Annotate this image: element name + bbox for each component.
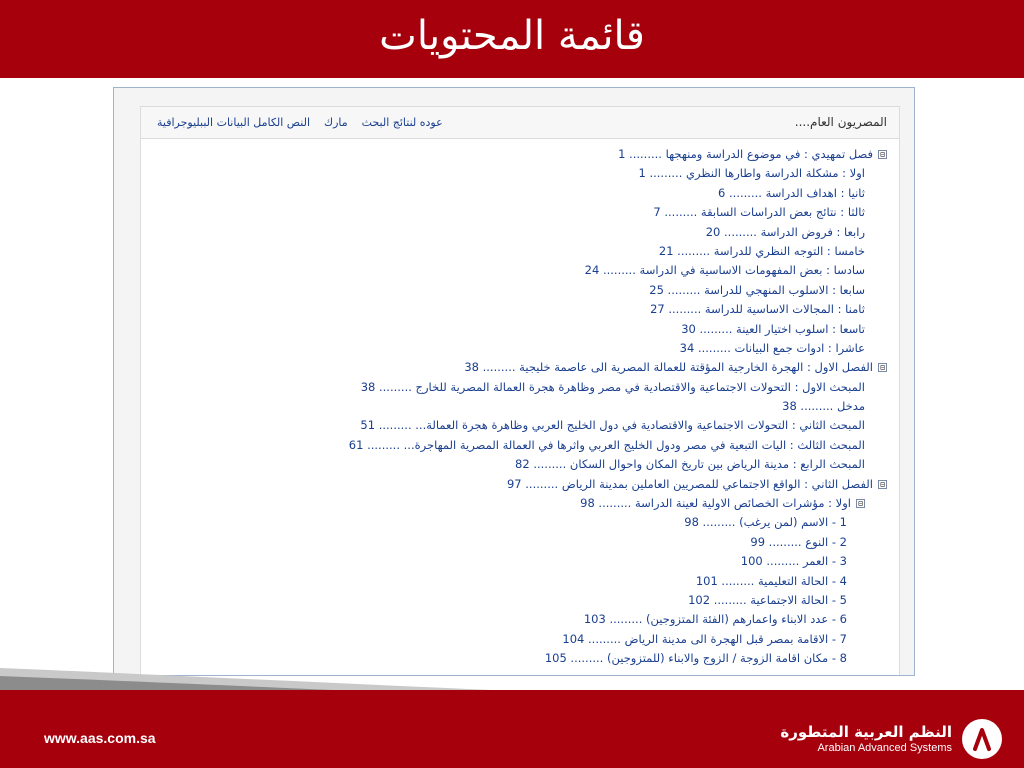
logo-text [780, 723, 952, 755]
record-title: المصريون العام.... [794, 115, 887, 129]
toc-item[interactable] [157, 184, 887, 203]
toc-item[interactable] [157, 572, 887, 591]
toc-item-label[interactable]: 2 - النوع ......... 99 [750, 534, 847, 549]
toc-item-label[interactable]: خامسا : التوجه النظري للدراسة ......... 21 [658, 243, 865, 258]
toc-item[interactable] [157, 436, 887, 455]
toc-item-label[interactable]: اولا : مؤشرات الخصائص الاولية لعينة الدراسة ......... 98 [580, 496, 851, 511]
toc-item-label[interactable]: اولا : مشكلة الدراسة واطارها النظري ......... 1 [638, 166, 865, 181]
toc-item[interactable] [157, 223, 887, 242]
toc-item[interactable] [157, 397, 887, 416]
collapse-toggle-icon[interactable]: ⊟ [878, 150, 887, 159]
toc-item-label[interactable]: رابعا : فروض الدراسة ......... 20 [705, 224, 865, 239]
toc-item[interactable] [157, 300, 887, 319]
toc-item-label[interactable]: المبحث الاول : التحولات الاجتماعية والاقتصادية في مصر وظاهرة هجرة العمالة المصرية للخارج ......... 38 [360, 379, 865, 394]
toc-item-label[interactable]: الفصل الثاني : الواقع الاجتماعي للمصريين العاملين بمدينة الرياض ......... 97 [506, 476, 873, 491]
toc-item[interactable] [157, 145, 887, 164]
toc-item[interactable] [157, 358, 887, 377]
toc-item[interactable] [157, 513, 887, 532]
toc-item[interactable] [157, 455, 887, 474]
record-toolbar [141, 107, 900, 139]
company-logo [780, 716, 1002, 762]
footer-url[interactable]: www.aas.com.sa [44, 730, 156, 746]
toc-item[interactable] [157, 475, 887, 494]
toc-item-label[interactable]: المبحث الثاني : التحولات الاجتماعية والاقتصادية في دول الخليج العربي وظاهرة هجرة العمالة... ......... 51 [360, 418, 865, 433]
toc-item[interactable] [157, 242, 887, 261]
toc-item[interactable] [157, 552, 887, 571]
back-to-results-link[interactable]: عوده لنتائج البحث [361, 116, 443, 129]
toc-item[interactable] [157, 610, 887, 629]
toc-item-label[interactable]: 7 - الاقامة بمصر قبل الهجرة الى مدينة الرياض ......... 104 [562, 631, 847, 646]
collapse-toggle-icon[interactable]: ⊟ [878, 363, 887, 372]
toc-item-label[interactable]: المبحث الرابع : مدينة الرياض بين تاريخ المكان واحوال السكان ......... 82 [515, 457, 865, 472]
toc-item[interactable] [157, 630, 887, 649]
toc-item-label[interactable]: عاشرا : ادوات جمع البيانات ......... 34 [679, 340, 865, 355]
toc-item[interactable] [157, 416, 887, 435]
logo-mark-icon [962, 719, 1002, 759]
toc-item-label[interactable]: الفصل الاول : الهجرة الخارجية المؤقتة للعمالة المصرية الى عاصمة خليجية ......... 38 [464, 360, 873, 375]
toc-item-label[interactable]: سابعا : الاسلوب المنهجي للدراسة ......... 25 [649, 282, 865, 297]
toc-item[interactable] [157, 281, 887, 300]
marc-link[interactable]: مارك [324, 116, 348, 129]
toc-item-label[interactable]: مدخل ......... 38 [782, 399, 865, 414]
toc-item-label[interactable]: ثالثا : نتائج بعض الدراسات السابقة ......... 7 [653, 205, 865, 220]
slide-title: قائمة المحتويات [379, 13, 645, 59]
toc-item[interactable] [157, 320, 887, 339]
logo-arabic-name: النظم العربية المتطورة [780, 723, 952, 741]
toc-item[interactable] [157, 494, 887, 513]
toc-item[interactable] [157, 591, 887, 610]
toc-item-label[interactable]: 1 - الاسم (لمن يرغب) ......... 98 [684, 515, 847, 530]
toc-item[interactable] [157, 533, 887, 552]
catalog-panel [140, 106, 900, 676]
toc-item[interactable] [157, 261, 887, 280]
toc-item-label[interactable]: ثامنا : المجالات الاساسية للدراسة ......... 27 [650, 302, 865, 317]
toc-item-label[interactable]: المبحث الثالث : اليات التبعية في مصر ودول الخليج العربي واثرها في العمالة المصرية المهاجرة... ......... 61 [348, 437, 865, 452]
toc-item-label[interactable]: 4 - الحالة التعليمية ......... 101 [695, 573, 847, 588]
toc-item[interactable] [157, 203, 887, 222]
toolbar-links [157, 116, 443, 129]
toc-item-label[interactable]: 3 - العمر ......... 100 [740, 554, 847, 569]
toc-item-label[interactable]: ثانيا : اهداف الدراسة ......... 6 [718, 185, 865, 200]
toc-item[interactable] [157, 164, 887, 183]
header-bar [0, 0, 1024, 78]
collapse-toggle-icon[interactable]: ⊟ [878, 480, 887, 489]
toc-item-label[interactable]: فصل تمهيدي : في موضوع الدراسة ومنهجها ......... 1 [618, 147, 873, 161]
toc-item-label[interactable]: سادسا : بعض المفهومات الاساسية في الدراسة ......... 24 [584, 263, 865, 278]
toc-item-label[interactable]: 6 - عدد الابناء واعمارهم (الفئة المتزوجين) ......... 103 [583, 612, 847, 627]
collapse-toggle-icon[interactable]: ⊟ [856, 499, 865, 508]
toc-item[interactable] [157, 378, 887, 397]
table-of-contents [157, 145, 887, 669]
toc-item-label[interactable]: تاسعا : اسلوب اختيار العينة ......... 30 [681, 321, 865, 336]
toc-item-label[interactable]: 5 - الحالة الاجتماعية ......... 102 [688, 592, 847, 607]
toc-item[interactable] [157, 649, 887, 668]
logo-english-name: Arabian Advanced Systems [817, 742, 952, 754]
fulltext-bibliographic-link[interactable]: النص الكامل البيانات الببليوجرافية [157, 116, 311, 129]
toc-item[interactable] [157, 339, 887, 358]
toc-item-label[interactable]: 8 - مكان اقامة الزوجة / الزوج والابناء (للمتزوجين) ......... 105 [544, 651, 847, 666]
screenshot-window [113, 87, 915, 676]
